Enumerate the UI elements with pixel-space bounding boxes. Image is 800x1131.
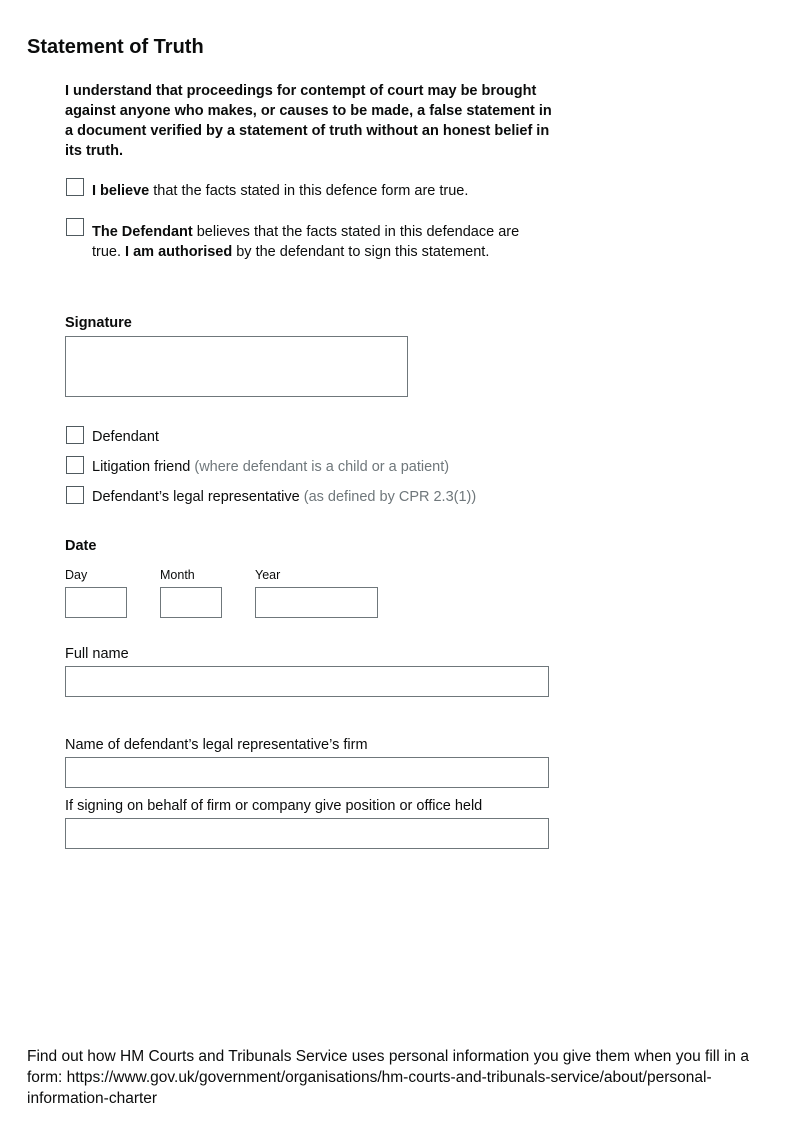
i-believe-bold: I believe [92,183,150,199]
authorised-bold: I am authorised [125,244,233,260]
defendant-option-label [92,427,159,447]
year-input[interactable] [255,587,378,618]
defendant-checkbox[interactable] [66,426,84,444]
month-label: Month [160,568,195,582]
position-label: If signing on behalf of firm or company give position or office held [65,798,483,814]
date-label: Date [65,538,97,554]
i-believe-label [92,181,552,201]
legal-representative-label [92,487,476,507]
authorised-rest: by the defendant to sign this statement. [232,244,490,260]
i-believe-checkbox[interactable] [66,178,84,196]
section-title: Statement of Truth [27,36,204,58]
privacy-notice: Find out how HM Courts and Tribunals Service uses personal information you give them when you fill in a form: https://www.gov.uk/government/organisations/hm-courts-and-tribunals-service/about/personal-information-charter [27,1048,749,1107]
defendant-bold: The Defendant [92,224,193,240]
position-input[interactable] [65,818,549,849]
firm-name-input[interactable] [65,757,549,788]
defendant-believes-rest: believes that the facts stated in this defendace are true. [92,224,520,260]
signature-label: Signature [65,315,132,331]
signature-box[interactable] [65,336,408,397]
firm-name-label: Name of defendant’s legal representative’s firm [65,737,368,753]
year-label: Year [255,568,281,582]
litigation-friend-label [92,457,449,477]
full-name-input[interactable] [65,666,549,697]
litigation-friend-text: Litigation friend [92,459,195,475]
defendant-option-text: Defendant [92,429,159,445]
i-believe-rest: that the facts stated in this defence form are true. [149,183,469,199]
legal-representative-note: (as defined by CPR 2.3(1)) [303,489,477,505]
day-label: Day [65,568,88,582]
defendant-believes-checkbox[interactable] [66,218,84,236]
full-name-label: Full name [65,646,129,662]
legal-representative-checkbox[interactable] [66,486,84,504]
defendant-believes-label [92,222,552,262]
litigation-friend-note: (where defendant is a child or a patient) [194,459,450,475]
contempt-warning-text: I understand that proceedings for contempt of court may be brought against anyone who makes, or causes to be made, a false statement in a document verified by a statement of truth without an honest belief in its truth. [65,83,552,159]
litigation-friend-checkbox[interactable] [66,456,84,474]
legal-representative-text: Defendant’s legal representative [92,489,304,505]
month-input[interactable] [160,587,222,618]
day-input[interactable] [65,587,127,618]
